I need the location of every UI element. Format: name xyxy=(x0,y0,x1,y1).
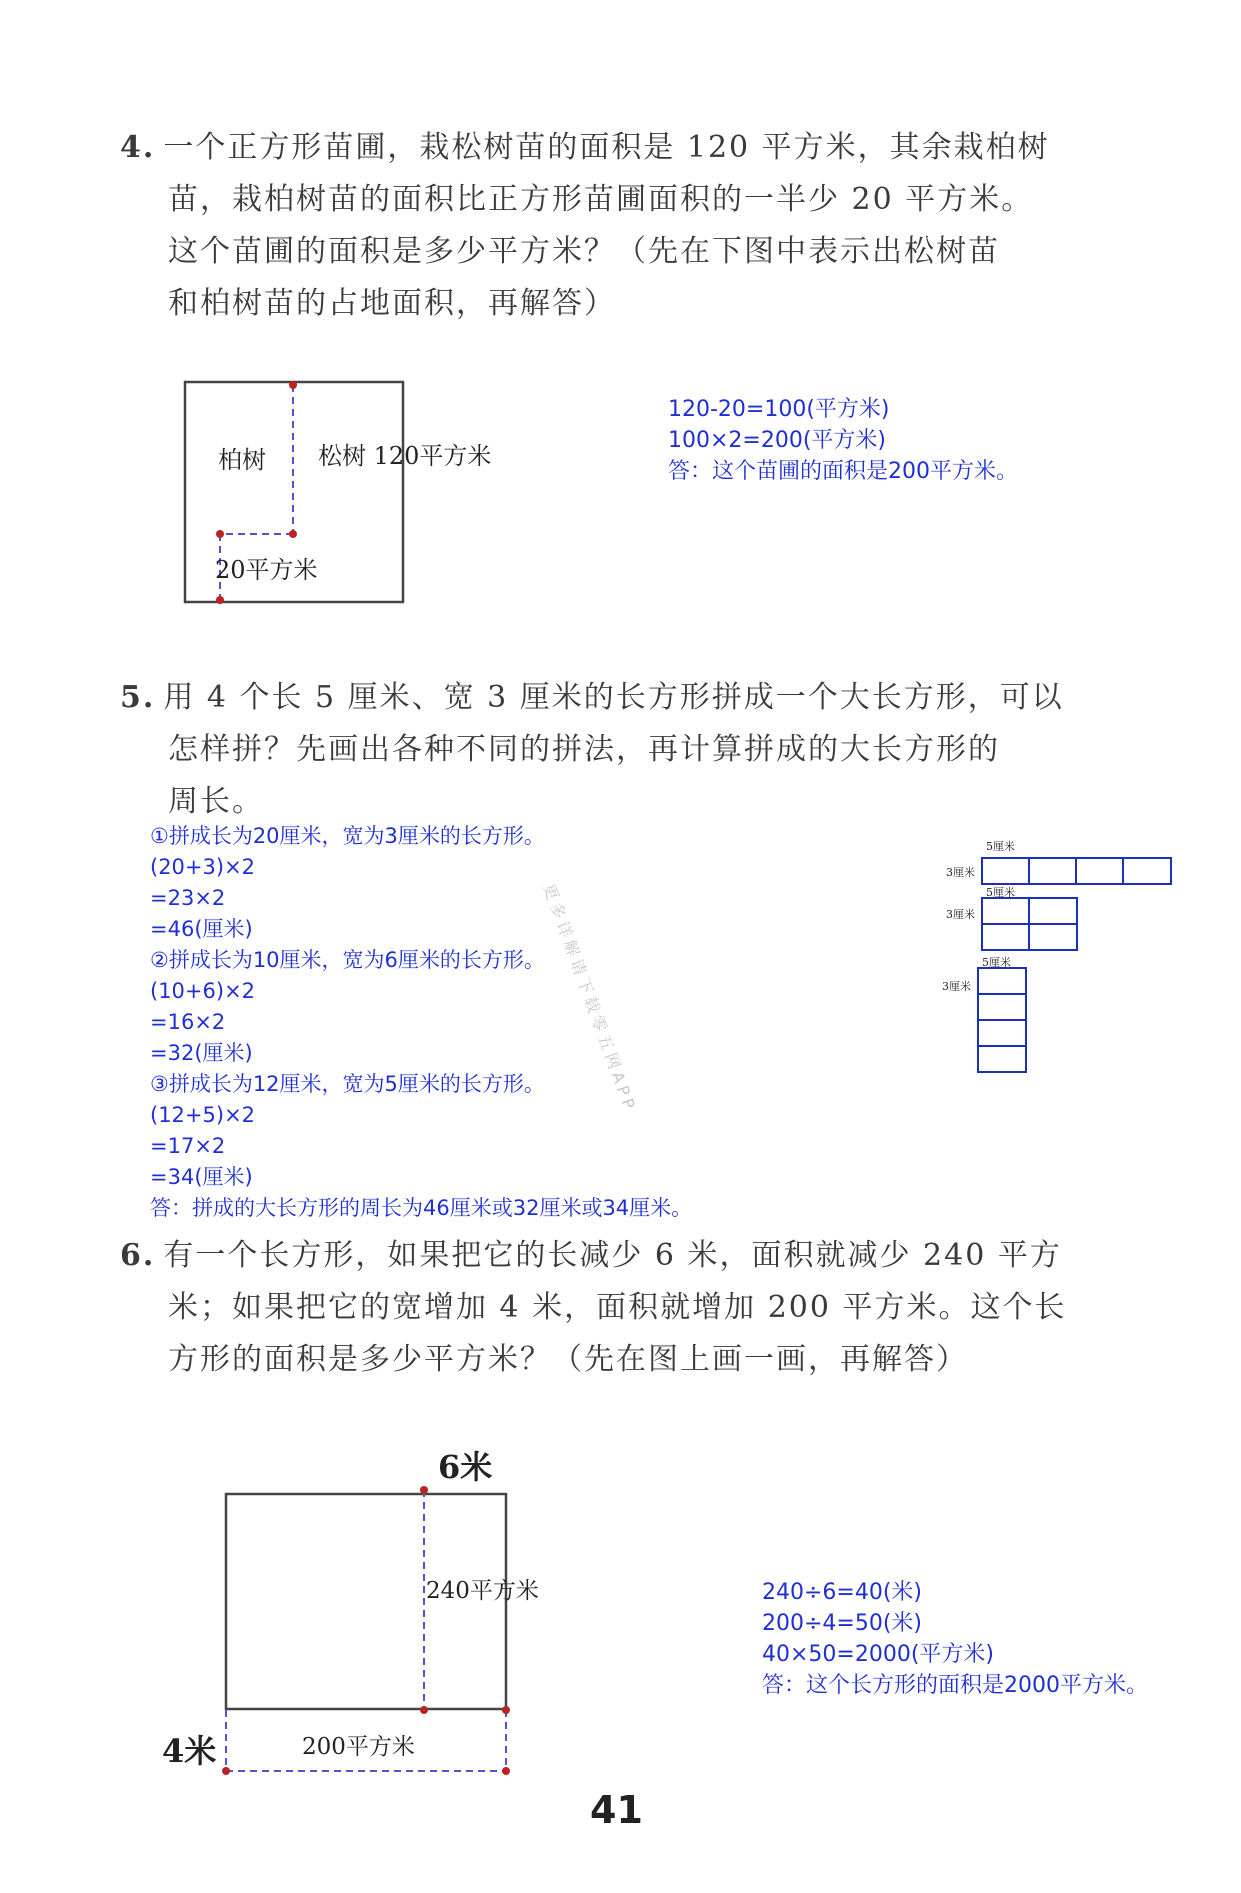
q5-answer-line-7: =16×2 xyxy=(150,1010,226,1034)
q5-fig2-top-label: 5厘米 xyxy=(986,886,1015,899)
q5-layout-1 xyxy=(982,858,1171,884)
q5-answer-line-5: ②拼成长为10厘米，宽为6厘米的长方形。 xyxy=(150,948,545,972)
question-5-line-2: 怎样拼？先画出各种不同的拼法，再计算拼成的大长方形的 xyxy=(168,732,1000,767)
q5-answer-line-6: (10+6)×2 xyxy=(150,979,256,1003)
q6-point xyxy=(502,1706,510,1714)
q5-answer-line-12: =34(厘米) xyxy=(150,1165,253,1189)
q6-point xyxy=(420,1706,428,1714)
question-5-line-3: 周长。 xyxy=(168,784,264,819)
q6-answer xyxy=(762,1576,1148,1700)
q5-answer-line-9: ③拼成长为12厘米，宽为5厘米的长方形。 xyxy=(150,1072,545,1096)
q4-answer-line-2: 100×2=200(平方米) xyxy=(668,428,887,453)
question-6-line-3: 方形的面积是多少平方米？（先在图上画一画，再解答） xyxy=(168,1342,968,1377)
q5-fig3-side-label: 3厘米 xyxy=(942,980,971,993)
question-4-line-4: 和柏树苗的占地面积，再解答） xyxy=(168,286,616,321)
q6-label-240: 240平方米 xyxy=(426,1578,539,1604)
question-5-line-1: 用 4 个长 5 厘米、宽 3 厘米的长方形拼成一个大长方形，可以 xyxy=(163,680,1064,715)
q6-answer-line-2: 200÷4=50(米) xyxy=(762,1611,923,1636)
q5-answer-line-10: (12+5)×2 xyxy=(150,1103,256,1127)
q6-label-200: 200平方米 xyxy=(302,1734,415,1760)
q5-fig3-top-label: 5厘米 xyxy=(982,956,1011,969)
q6-label-6m: 6米 xyxy=(438,1448,493,1486)
q4-label-song: 松树 120平方米 xyxy=(318,442,492,470)
question-6-number: 6. xyxy=(120,1238,156,1273)
q5-layout-2 xyxy=(982,898,1077,950)
q6-answer-line-1: 240÷6=40(米) xyxy=(762,1580,923,1605)
q5-layout-3 xyxy=(978,968,1026,1072)
q6-point xyxy=(420,1486,428,1494)
q5-answer-line-1: ①拼成长为20厘米，宽为3厘米的长方形。 xyxy=(150,824,545,848)
q6-answer-line-4: 答：这个长方形的面积是2000平方米。 xyxy=(762,1673,1148,1698)
q4-point xyxy=(289,530,297,538)
q4-label-20: 20平方米 xyxy=(215,556,318,584)
q6-point xyxy=(502,1767,510,1775)
q4-point xyxy=(216,530,224,538)
q5-answer-line-13: 答：拼成的大长方形的周长为46厘米或32厘米或34厘米。 xyxy=(150,1196,693,1220)
q6-answer-line-3: 40×50=2000(平方米) xyxy=(762,1642,995,1667)
question-4-line-1: 一个正方形苗圃，栽松树苗的面积是 120 平方米，其余栽柏树 xyxy=(163,130,1050,165)
q5-answer-line-4: =46(厘米) xyxy=(150,917,253,941)
q5-answer-line-2: (20+3)×2 xyxy=(150,855,256,879)
q5-answer-line-8: =32(厘米) xyxy=(150,1041,253,1065)
q4-point xyxy=(216,596,224,604)
q4-point xyxy=(289,381,297,389)
page-number: 41 xyxy=(590,1788,643,1832)
q4-answer xyxy=(668,394,1018,487)
q5-fig2-side-label: 3厘米 xyxy=(946,908,975,921)
question-4-line-3: 这个苗圃的面积是多少平方米？（先在下图中表示出松树苗 xyxy=(168,234,1000,269)
question-6 xyxy=(120,1230,1130,1386)
question-5-number: 5. xyxy=(120,680,156,715)
question-4-number: 4. xyxy=(120,130,156,165)
q5-fig1-side-label: 3厘米 xyxy=(946,866,975,879)
q4-answer-line-3: 答：这个苗圃的面积是200平方米。 xyxy=(668,459,1018,484)
q4-label-bai: 柏树 xyxy=(218,446,266,474)
question-6-line-2: 米；如果把它的宽增加 4 米，面积就增加 200 平方米。这个长 xyxy=(168,1290,1067,1325)
q6-label-4m: 4米 xyxy=(162,1732,217,1770)
q5-answer-line-11: =17×2 xyxy=(150,1134,226,1158)
q5-answer-line-3: =23×2 xyxy=(150,886,226,910)
question-6-line-1: 有一个长方形，如果把它的长减少 6 米，面积就减少 240 平方 xyxy=(163,1238,1062,1273)
q4-answer-line-1: 120-20=100(平方米) xyxy=(668,397,890,422)
question-4-line-2: 苗，栽柏树苗的面积比正方形苗圃面积的一半少 20 平方米。 xyxy=(168,182,1034,217)
q6-point xyxy=(222,1767,230,1775)
question-5 xyxy=(120,672,1130,828)
watermark: 更多详解请下载零五网APP xyxy=(539,881,641,1116)
q5-fig1-top-label: 5厘米 xyxy=(986,840,1015,853)
